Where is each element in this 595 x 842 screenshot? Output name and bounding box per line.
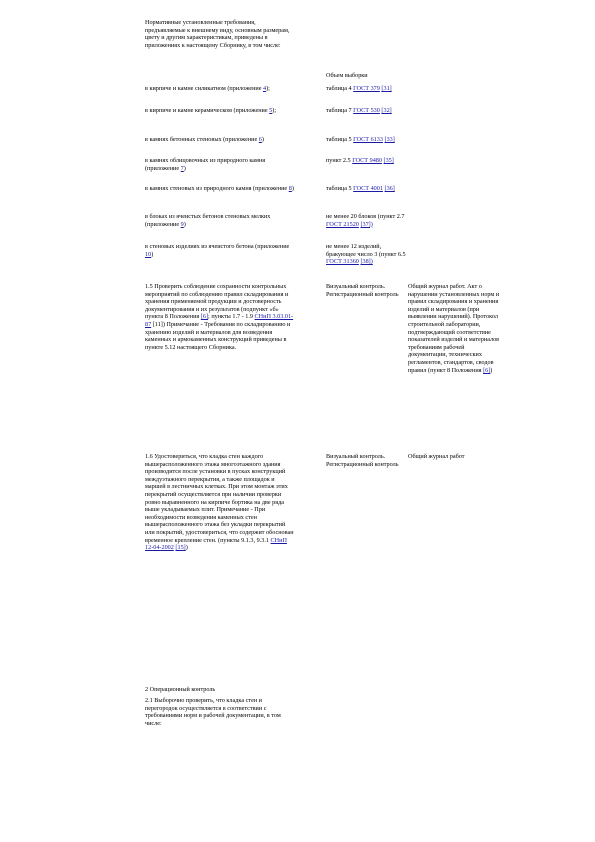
item-sample-volume: пункт 2.5 ГОСТ 9480 [35] [326,157,394,164]
gost-link[interactable]: ГОСТ 21520 [326,220,359,228]
gost-ref-link[interactable]: [32] [381,107,392,114]
item-sample-volume: не менее 20 блоков (пункт 2.7 ГОСТ 21520 [37]) [326,213,405,228]
appendix-link[interactable]: 7 [180,164,184,172]
gost-ref-link[interactable]: [36] [384,185,395,192]
appendix-link[interactable]: 9 [180,220,184,228]
appendix-link[interactable]: 4 [263,85,267,92]
gost-link[interactable]: ГОСТ 6133 [353,136,383,143]
section-2-heading: 2 Операционный контроль [145,686,216,693]
appendix-link[interactable]: 6 [258,136,262,143]
section-2-text: 2.1 Выборочно проверить, что кладка стен и перегородок осуществляется в соответствии с требованиями норм и рабочей документации, в том числе: [145,697,281,727]
gost-link[interactable]: ГОСТ 530 [353,107,380,114]
gost-link[interactable]: ГОСТ 379 [353,85,380,92]
item-text: в камнях стеновых из природного камня (приложение 8) [145,185,294,192]
header-text: Нормативные установленные требования, предъявляемые к внешнему виду, основным размерам, цвету и другим характеристикам, приведены в приложениях к настоящему Сборнику, в том числе: [145,19,290,49]
gost-link[interactable]: ГОСТ 9480 [352,157,382,164]
item-text: в камнях облицовочных из природного камня (приложение 7) [145,157,266,172]
gost-ref-link[interactable]: [37]) [360,220,373,228]
item-sample-volume: таблица 5 ГОСТ 4001 [36] [326,185,395,192]
item-text: в блоках из ячеистых бетонов стеновых мелких (приложение 9) [145,213,271,228]
item-text: в камнях бетонных стеновых (приложение 6) [145,136,264,143]
gost-link[interactable]: ГОСТ 4001 [353,185,383,192]
sample-volume-header: Объем выборки [326,72,368,79]
appendix-link[interactable]: 8 [288,185,292,192]
section-1-5-link-6[interactable]: [6] [200,313,209,321]
item-text: в кирпиче и камне силикатном (приложение 4); [145,85,270,92]
item-sample-volume: таблица 7 ГОСТ 530 [32] [326,107,392,114]
item-sample-volume: таблица 4 ГОСТ 379 [31] [326,85,392,92]
item-sample-volume: не менее 12 изделий, бракующее число 3 (пункт 6.5 ГОСТ 31360 [38]) [326,243,406,266]
gost-ref-link[interactable]: [38]) [360,258,373,266]
item-text: в кирпиче и камне керамическом (приложение 5); [145,107,277,114]
appendix-link[interactable]: 10 [145,250,152,258]
gost-link[interactable]: ГОСТ 31360 [326,258,359,266]
section-1-6-docs: Общий журнал работ [408,453,465,460]
item-sample-volume: таблица 5 ГОСТ 6133 [33] [326,136,395,143]
section-1-6-control: Визуальный контроль. Регистрационный контроль [326,453,399,468]
section-1-5-docs-link[interactable]: [6] [483,366,491,374]
appendix-link[interactable]: 5 [269,107,273,114]
gost-ref-link[interactable]: [33] [384,136,395,143]
item-text: в стеновых изделиях из ячеистого бетона (приложение 10) [145,243,290,258]
gost-ref-link[interactable]: [35] [383,157,394,164]
section-1-6-text: 1.6 Удостовериться, что кладка стен каждого вышерасположенного этажа многоэтажного здания производится после установки в пусках конструкций междуэтажного перекрытия, а также площадок и маршей в лестничных клетках. При этом монтаж этих перекрытий осуществляется при наличии проверки ровно выравненного на кирпиче бортика на две ряда выше укладываемых плит. Примечание - При необходимости возведения каменных стен вышерасположенного этажа без укладки перекрытий или покрытий, удостовериться, что содержит обоснован временное крепление стен. (пункты 9.1.3, 9.3.1 СНиП 12-04-2002 [15]) [145,453,294,552]
section-1-5-text: 1.5 Проверить соблюдение сохранности контрольных мероприятий по соблюдению правил складирования и хранения применяемой продукции и достоверность документирования и их результатов (подпункт «б» пункта 8 Положения [6]; пункты 1.7 - 1.9 СНиП 3.03.01-87 [11]) Примечание - Требования по складированию и хранению изделий и материалов для возведения каменных и армокаменных конструкций приведены в пункте 5.12 настоящего Сборника. [145,283,294,351]
section-1-5-docs: Общий журнал работ. Акт о нарушении установленных норм и правил складирования и хранения изделий и материалов (при выявлении нарушений). Протокол строительной лаборатории, подтверждающий соответствие показателей изделий и материалов требованиям рабочей документации, технических регламентов, стандартов, сводов правил (пункт 8 Положения [6]) [408,283,500,374]
section-1-5-control: Визуальный контроль. Регистрационный контроль [326,283,399,298]
section-1-5-snip-link[interactable]: СНиП 3.03.01-87 [145,313,294,328]
section-1-6-ref-link[interactable]: [15] [175,544,186,552]
gost-ref-link[interactable]: [31] [381,85,392,92]
section-1-6-snip-link[interactable]: СНиП 12-04-2002 [145,536,287,552]
